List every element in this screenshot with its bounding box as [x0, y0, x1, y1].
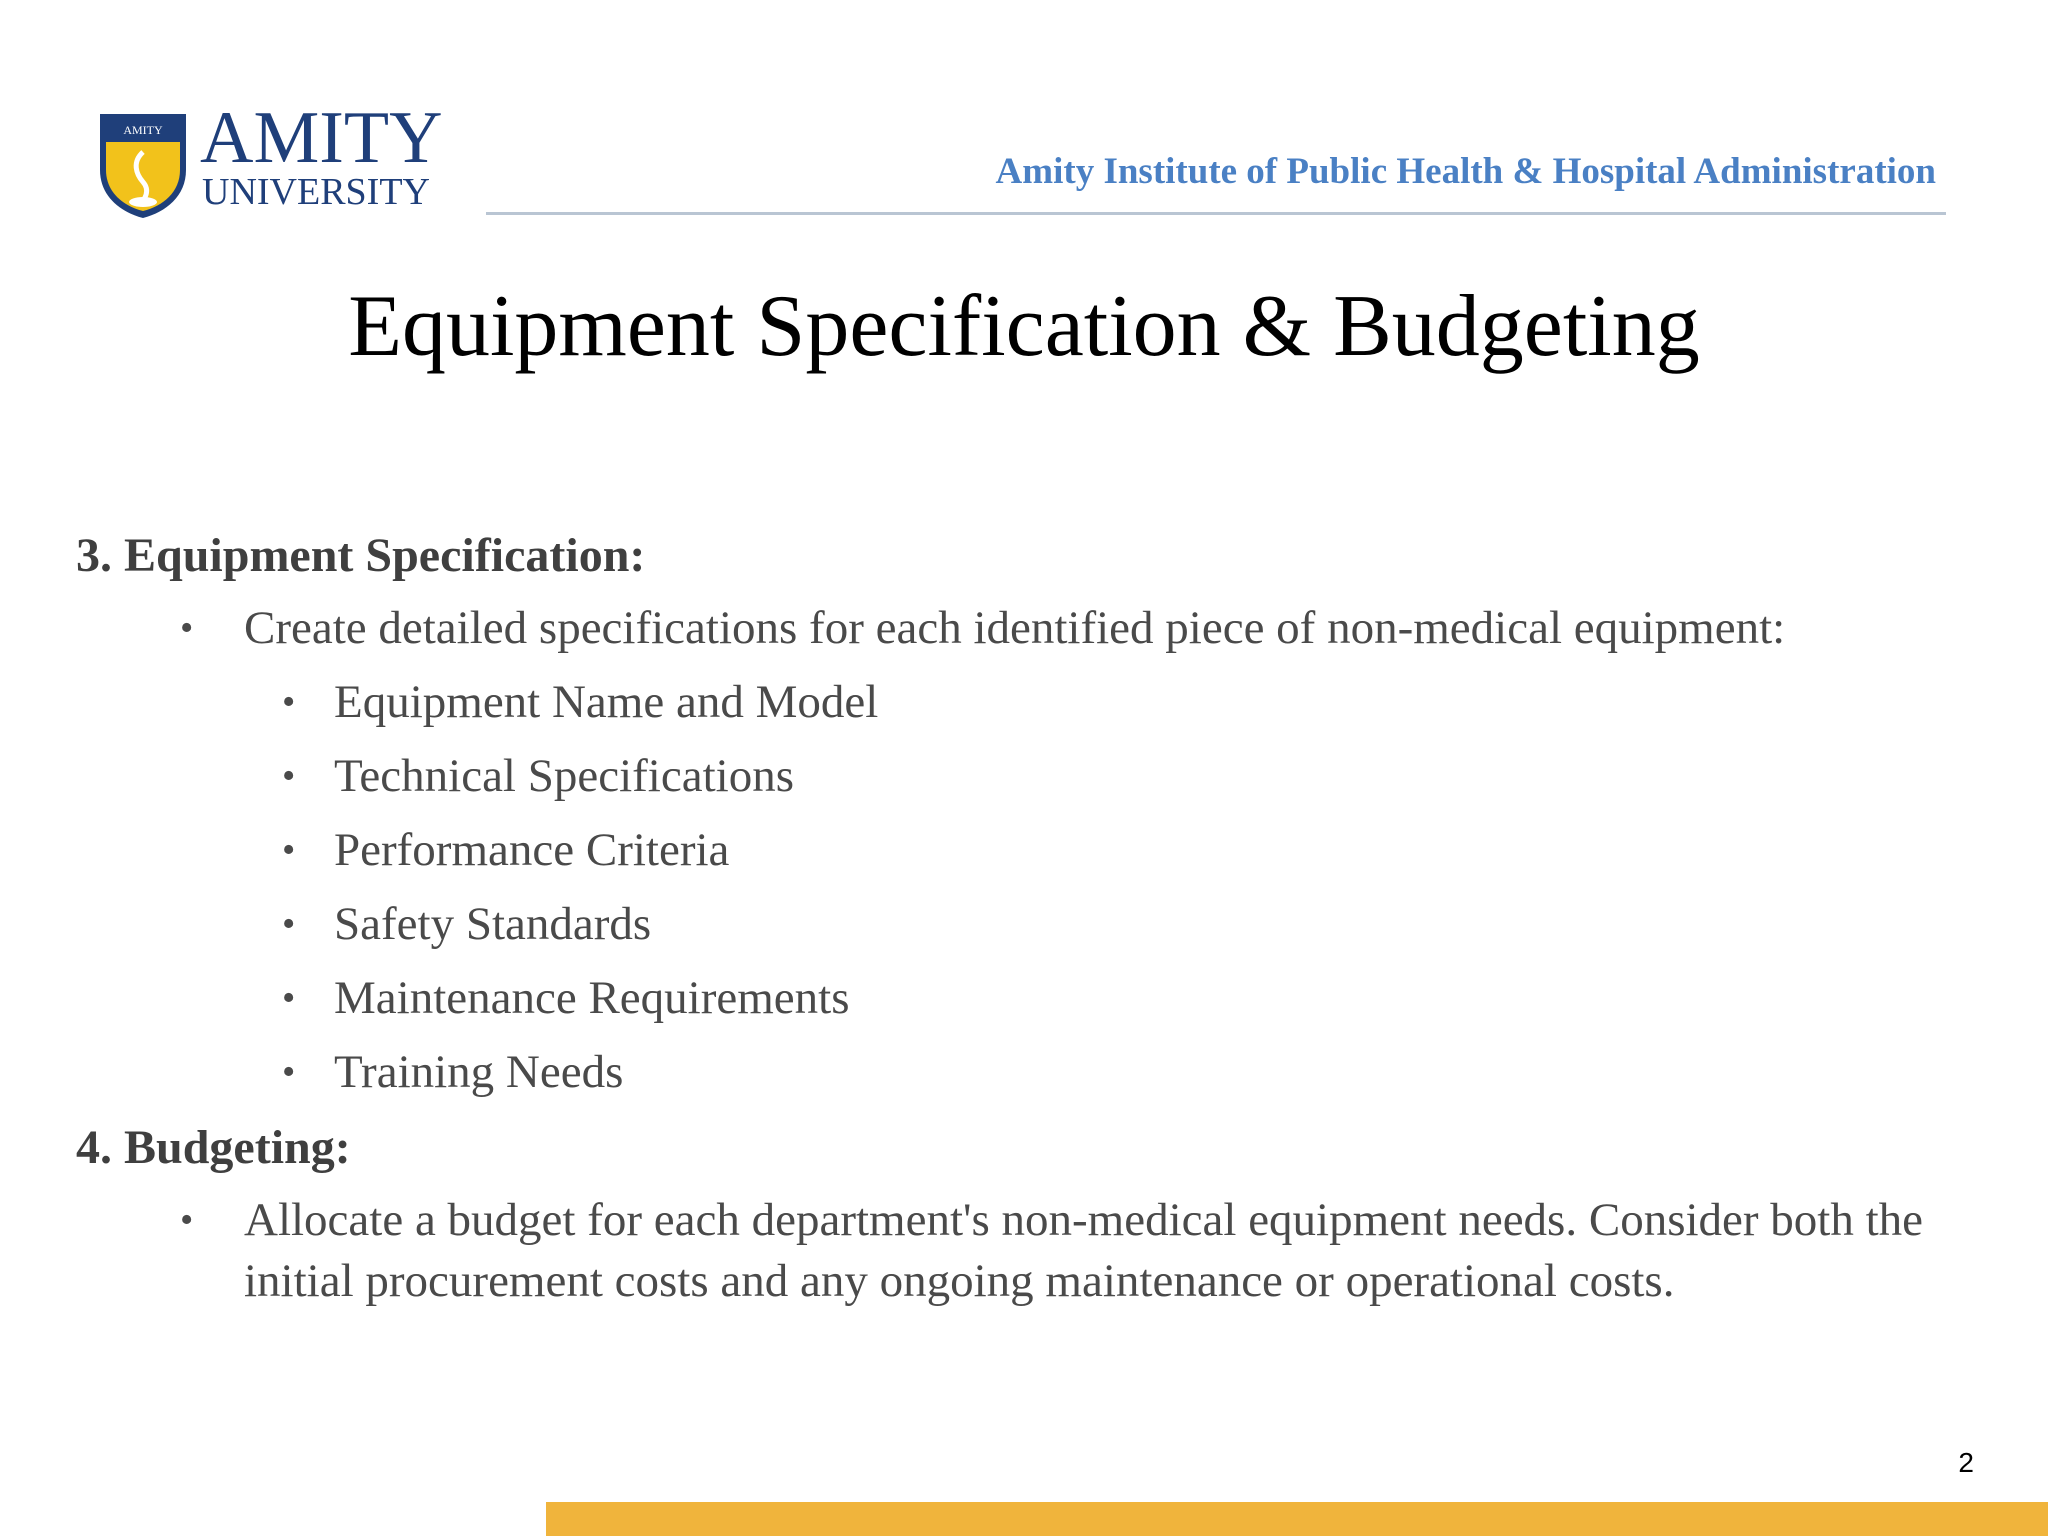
bullet-dot-icon: •: [180, 1199, 194, 1241]
sub-bullet-item: [76, 820, 1976, 881]
amity-university-logo: [96, 97, 446, 222]
sub-bullet-text: Safety Standards: [334, 898, 652, 950]
sub-bullet-item: [76, 968, 1976, 1029]
bullet-text: Create detailed specifications for each identified piece of non-medical equipment:: [244, 602, 1786, 654]
shield-text: AMITY: [123, 123, 163, 137]
bullet-item: [76, 1190, 2004, 1312]
sub-bullet-text: Performance Criteria: [334, 824, 730, 876]
sub-bullet-text: Maintenance Requirements: [334, 972, 850, 1024]
bullet-dot-icon: •: [282, 903, 296, 945]
footer-accent-bar: [546, 1502, 2048, 1536]
header-divider: [486, 212, 1946, 215]
page-number: 2: [1958, 1447, 1974, 1478]
section-heading-equipment-specification: 3. Equipment Specification:: [76, 529, 646, 582]
sub-bullet-item: [76, 672, 1976, 733]
institute-name: Amity Institute of Public Health & Hospital Administration: [995, 151, 1936, 192]
sub-bullet-text: Equipment Name and Model: [334, 676, 879, 728]
sub-bullet-item: [76, 1042, 1976, 1103]
bullet-dot-icon: •: [282, 1051, 296, 1093]
slide-body: [76, 524, 1976, 1325]
bullet-dot-icon: •: [180, 607, 194, 649]
section-heading-budgeting: 4. Budgeting:: [76, 1121, 351, 1174]
logo-wordmark-amity: AMITY: [200, 97, 443, 179]
bullet-item: [76, 598, 2004, 659]
slide-title: Equipment Specification & Budgeting: [348, 278, 1700, 375]
bullet-dot-icon: •: [282, 977, 296, 1019]
bullet-dot-icon: •: [282, 755, 296, 797]
sub-bullet-text: Training Needs: [334, 1046, 624, 1098]
logo-wordmark-university: UNIVERSITY: [202, 171, 430, 213]
bullet-dot-icon: •: [282, 681, 296, 723]
sub-bullet-item: [76, 894, 1976, 955]
bullet-dot-icon: •: [282, 829, 296, 871]
sub-bullet-text: Technical Specifications: [334, 750, 794, 802]
amity-shield-icon: [96, 108, 190, 220]
bullet-text: Allocate a budget for each department's non-medical equipment needs. Consider both the initial procurement costs and any ongoing maintenance or operational costs.: [244, 1194, 1924, 1307]
sub-bullet-item: [76, 746, 1976, 807]
